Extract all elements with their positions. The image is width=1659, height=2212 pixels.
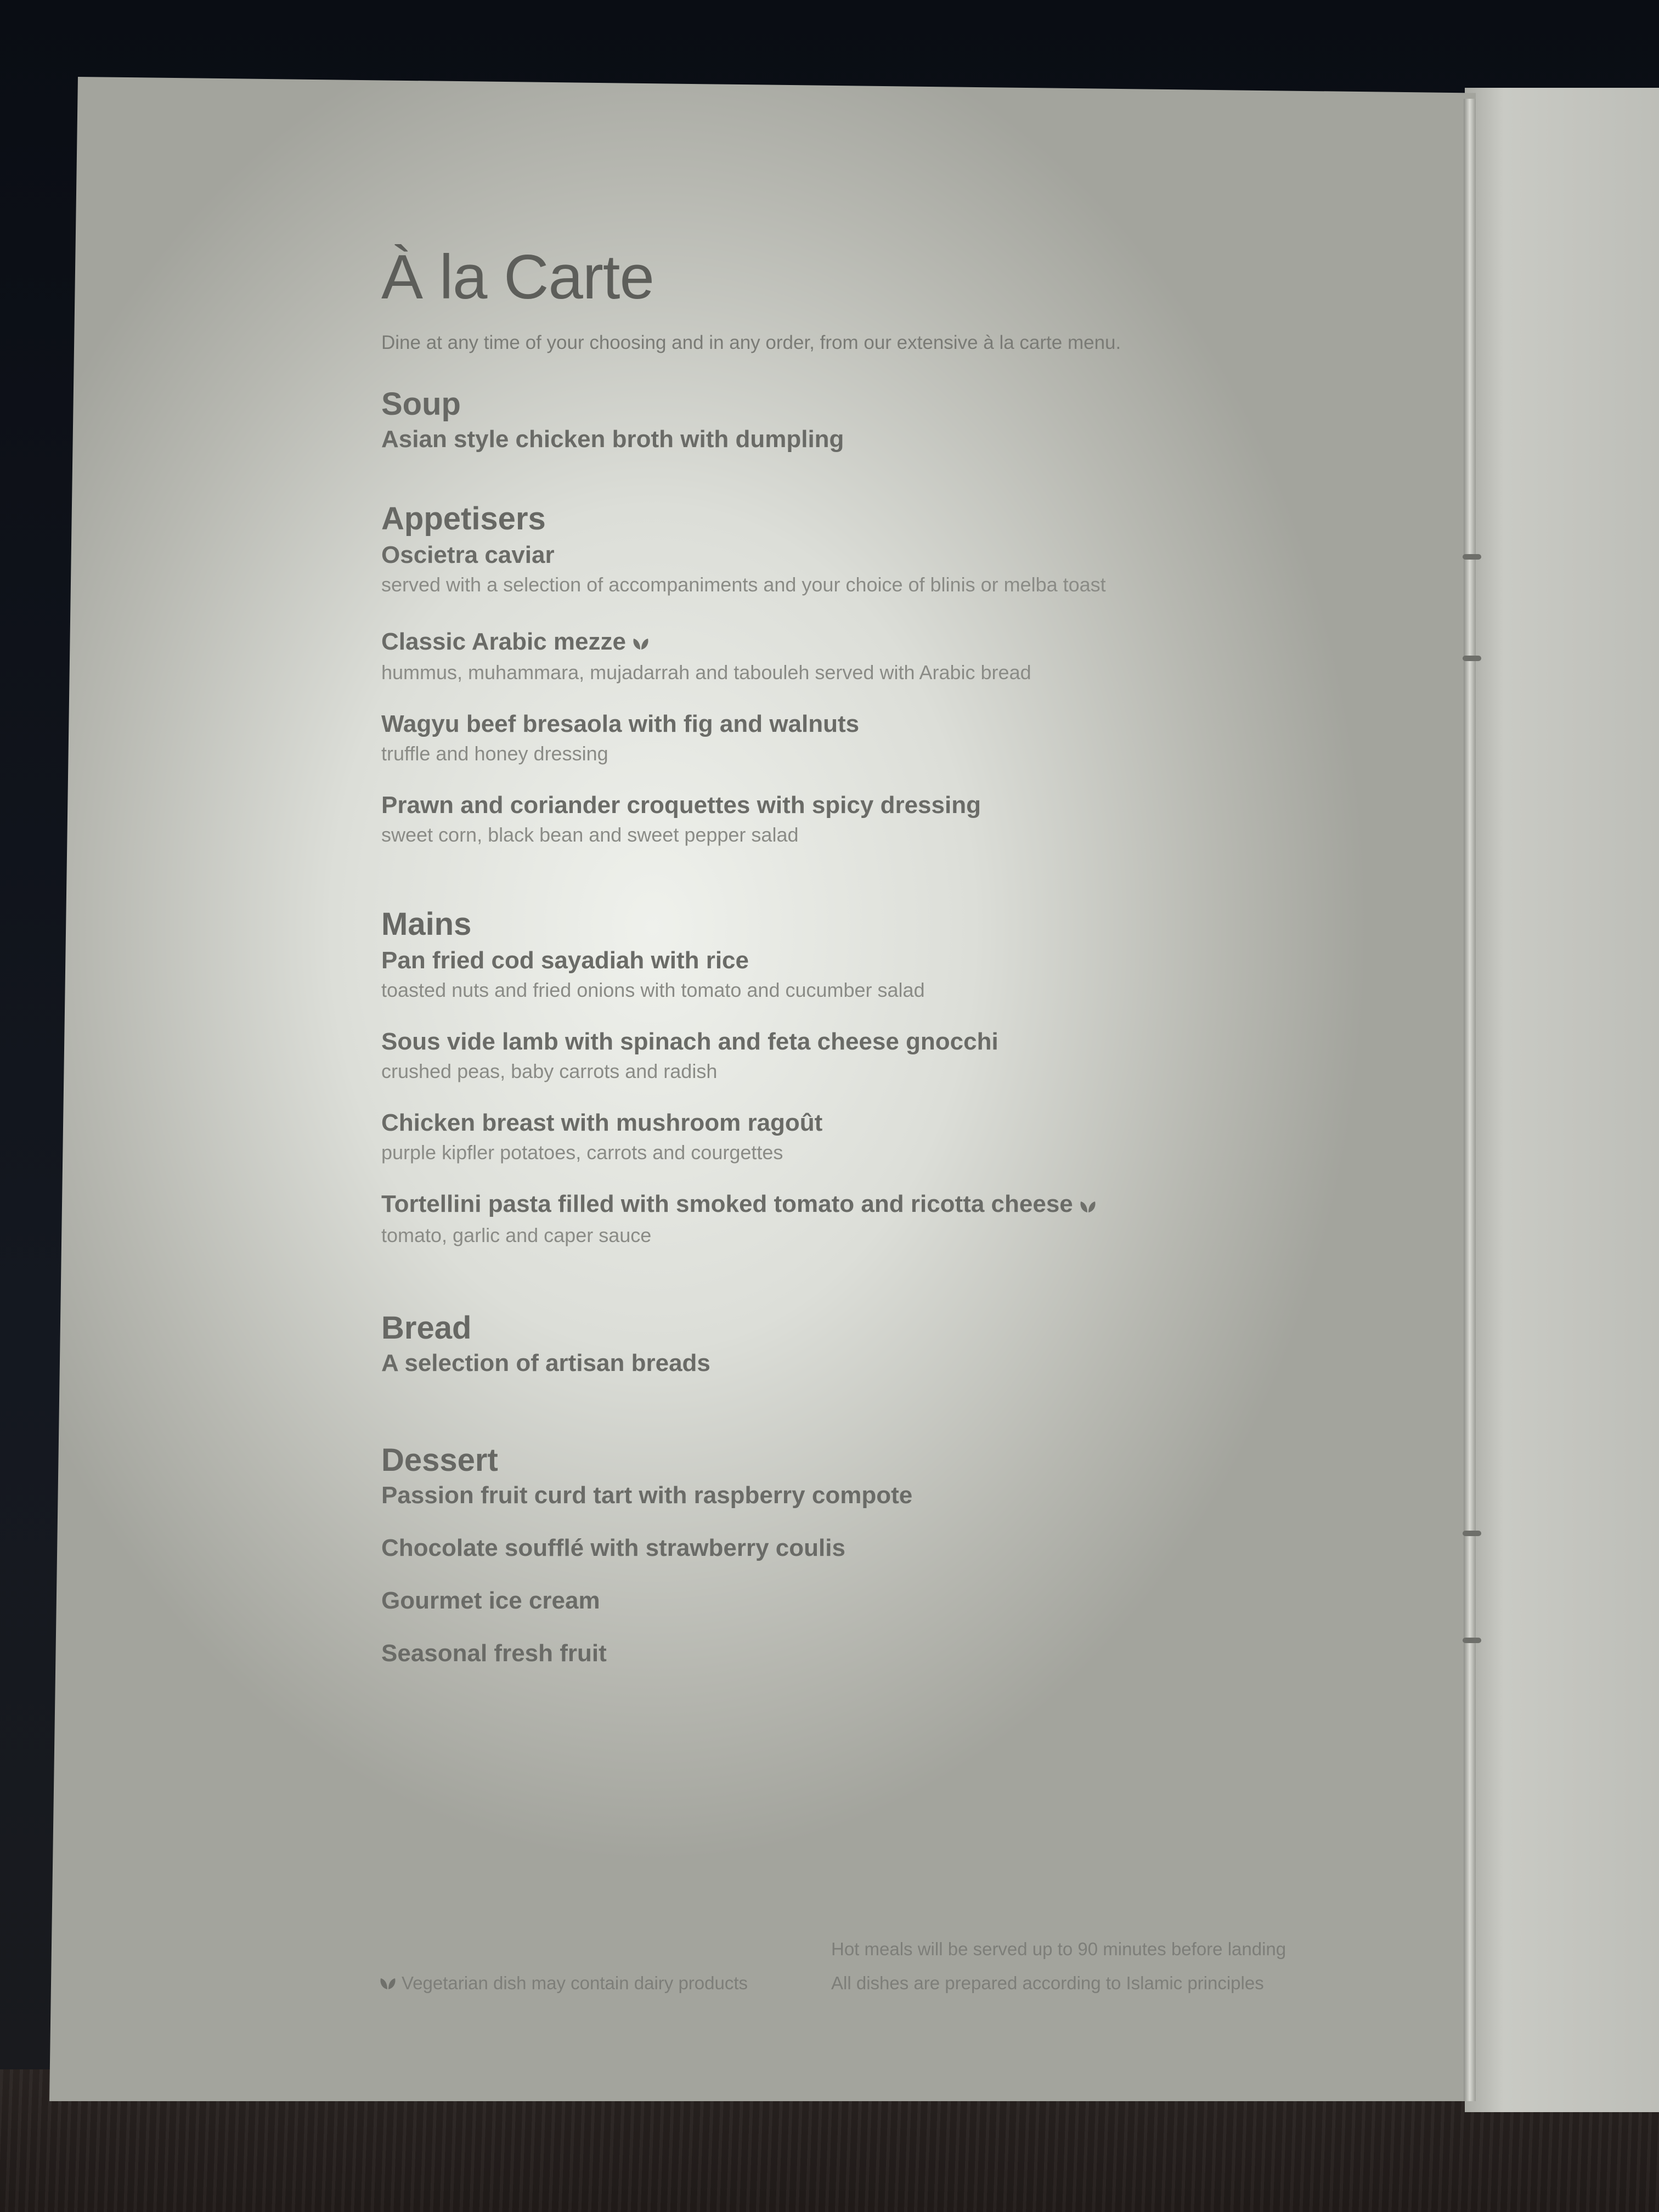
menu-item-name: Chocolate soufflé with strawberry coulis — [381, 1534, 845, 1561]
leaf-icon — [1079, 1192, 1097, 1220]
menu-item-name: Chicken breast with mushroom ragoût — [381, 1109, 823, 1137]
menu-item-name: Asian style chicken broth with dumpling — [381, 426, 844, 453]
menu-item-heading — [381, 628, 1369, 657]
service-note: All dishes are prepared according to Islamic principles — [831, 1973, 1264, 1993]
menu-item — [381, 1028, 1369, 1083]
menu-right-page — [1465, 88, 1659, 2112]
section-soup — [381, 386, 1369, 453]
vegetarian-note — [379, 1973, 748, 1995]
menu-item-description: truffle and honey dressing — [381, 742, 608, 765]
menu-item — [381, 541, 1369, 596]
menu-item — [381, 947, 1369, 1002]
section-dessert — [381, 1442, 1369, 1667]
menu-item-heading — [381, 1190, 1369, 1219]
menu-title: À la Carte — [381, 242, 654, 312]
menu-item-name: Tortellini pasta filled with smoked tomato and ricotta cheese — [381, 1190, 1073, 1218]
menu-item — [381, 710, 1369, 765]
section-title: Soup — [381, 386, 461, 422]
menu-item-name: Passion fruit curd tart with raspberry compote — [381, 1481, 913, 1509]
menu-item-description: toasted nuts and fried onions with tomato and cucumber salad — [381, 979, 925, 1002]
menu-item-name: Sous vide lamb with spinach and feta cheese gnocchi — [381, 1028, 998, 1056]
section-appetisers — [381, 500, 1369, 847]
menu-item-name: Gourmet ice cream — [381, 1587, 600, 1614]
section-title: Mains — [381, 906, 472, 943]
section-title: Dessert — [381, 1442, 498, 1478]
service-note: Hot meals will be served up to 90 minutes before landing — [831, 1939, 1286, 1959]
menu-item-name: Oscietra caviar — [381, 541, 555, 568]
menu-item — [381, 1109, 1369, 1164]
section-title: Bread — [381, 1310, 472, 1346]
menu-item — [381, 628, 1369, 684]
leaf-icon — [379, 1974, 397, 1995]
section-mains — [381, 906, 1369, 1246]
menu-item — [381, 1190, 1369, 1246]
menu-item-description: sweet corn, black bean and sweet pepper salad — [381, 823, 799, 847]
menu-item-name: Classic Arabic mezze — [381, 628, 626, 655]
menu-item-name: A selection of artisan breads — [381, 1349, 710, 1376]
menu-item-description: crushed peas, baby carrots and radish — [381, 1060, 718, 1083]
staple — [1463, 656, 1481, 661]
menu-content — [381, 241, 1369, 1667]
menu-item-name: Seasonal fresh fruit — [381, 1639, 607, 1667]
menu-intro: Dine at any time of your choosing and in any order, from our extensive à la carte menu. — [381, 332, 1121, 353]
leaf-icon — [631, 629, 650, 657]
menu-item-name: Wagyu beef bresaola with fig and walnuts — [381, 710, 860, 738]
section-bread — [381, 1310, 1369, 1377]
staple — [1463, 1531, 1481, 1536]
menu-item — [381, 792, 1369, 847]
section-title: Appetisers — [381, 501, 546, 537]
menu-item-name: Prawn and coriander croquettes with spicy dressing — [381, 792, 981, 819]
menu-spine — [1464, 99, 1476, 2101]
menu-item-name: Pan fried cod sayadiah with rice — [381, 947, 749, 974]
staple — [1463, 1638, 1481, 1643]
vegetarian-note-text: Vegetarian dish may contain dairy products — [402, 1973, 748, 1993]
menu-item-description: hummus, muhammara, mujadarrah and tabouleh served with Arabic bread — [381, 661, 1031, 684]
staple — [1463, 554, 1481, 560]
menu-item-description: purple kipfler potatoes, carrots and courgettes — [381, 1141, 783, 1164]
menu-item-description: served with a selection of accompaniments and your choice of blinis or melba toast — [381, 573, 1106, 596]
service-notes — [831, 1932, 1286, 2000]
menu-item-description: tomato, garlic and caper sauce — [381, 1223, 652, 1246]
